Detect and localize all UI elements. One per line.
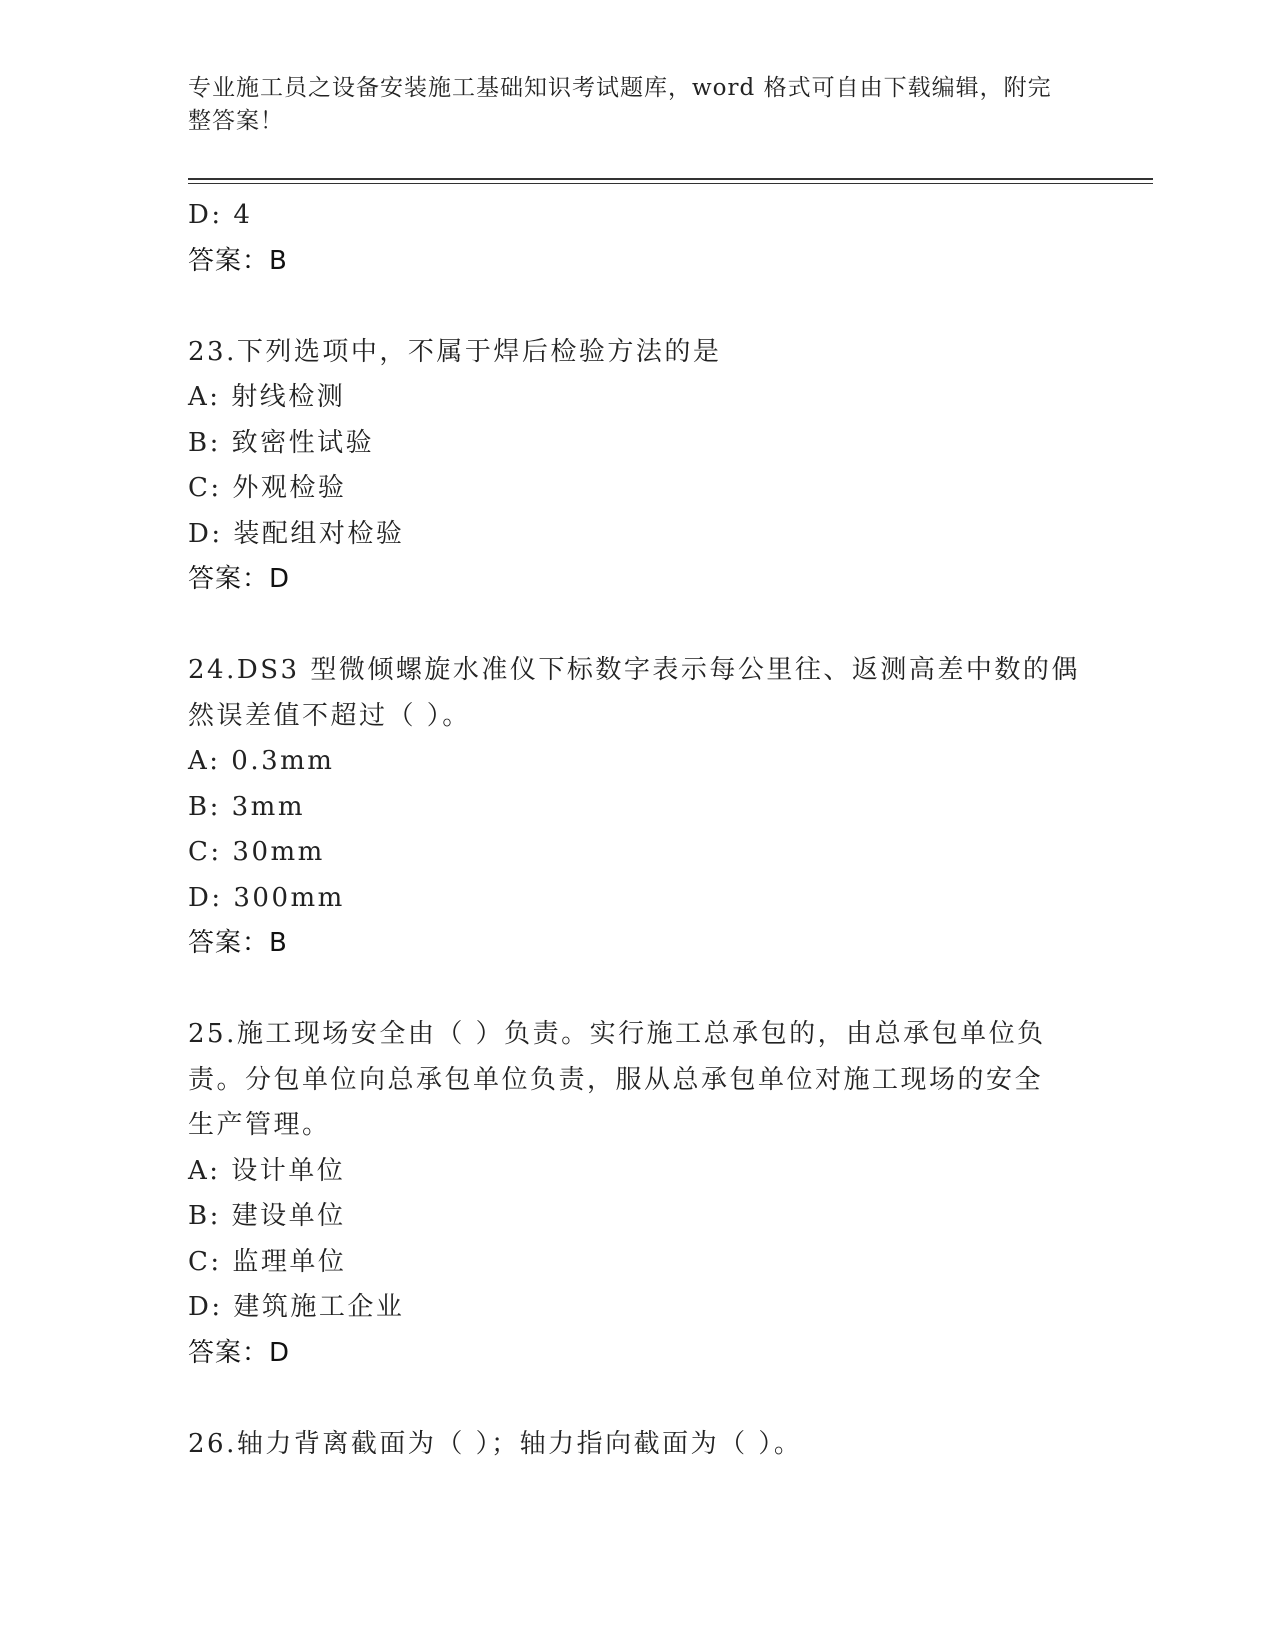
option-c: C: 监理单位: [188, 1246, 347, 1277]
option-a: A: 0.3mm: [188, 746, 335, 776]
option-a: A: 射线检测: [188, 382, 346, 412]
option-c: C: 外观检验: [188, 473, 347, 503]
option-d: D: 300mm: [188, 882, 345, 913]
answer-line: 答案：D: [188, 564, 291, 594]
option-b: B: 3mm: [188, 791, 305, 822]
option-b: B: 致密性试验: [188, 427, 375, 458]
spacer: [188, 284, 1068, 330]
document-header: [188, 72, 1068, 138]
option-c: C: 30mm: [188, 837, 325, 867]
question-24: [188, 648, 1080, 967]
document-body: [188, 193, 1080, 1467]
question-stem-continued: 生产管理。: [188, 1110, 331, 1140]
question-23: [188, 330, 1068, 603]
question-stem-continued: 然误差值不超过（ ）。: [188, 700, 471, 731]
header-divider-thin: [188, 183, 1153, 184]
question-stem: 25.施工现场安全由（ ）负责。实行施工总承包的，由总承包单位负: [188, 1019, 1046, 1049]
question-stem: 24.DS3 型微倾螺旋水准仪下标数字表示每公里往、返测高差中数的偶: [188, 655, 1080, 685]
header-line-1: 专业施工员之设备安装施工基础知识考试题库，word 格式可自由下载编辑，附完: [188, 75, 1052, 101]
option-d: D: 建筑施工企业: [188, 1292, 405, 1322]
answer-line: 答案：B: [188, 928, 288, 958]
question-stem: 23.下列选项中，不属于焊后检验方法的是: [188, 336, 722, 367]
option-b: B: 建设单位: [188, 1201, 346, 1231]
answer-line: 答案：B: [188, 245, 288, 276]
question-stem: 26.轴力背离截面为（ ）；轴力指向截面为（ ）。: [188, 1428, 803, 1459]
spacer: [188, 603, 1068, 649]
spacer: [188, 967, 1068, 1013]
question-26: [188, 1422, 1068, 1468]
answer-line: 答案：D: [188, 1337, 291, 1368]
header-divider-thick: [188, 178, 1153, 180]
option-d: D: 装配组对检验: [188, 518, 405, 549]
spacer: [188, 1376, 1068, 1422]
question-25: [188, 1012, 1068, 1376]
option-d: D: 4: [188, 200, 253, 230]
header-line-2: 整答案！: [188, 108, 284, 134]
question-stem-continued: 责。分包单位向总承包单位负责，服从总承包单位对施工现场的安全: [188, 1064, 1044, 1095]
option-a: A: 设计单位: [188, 1155, 346, 1186]
